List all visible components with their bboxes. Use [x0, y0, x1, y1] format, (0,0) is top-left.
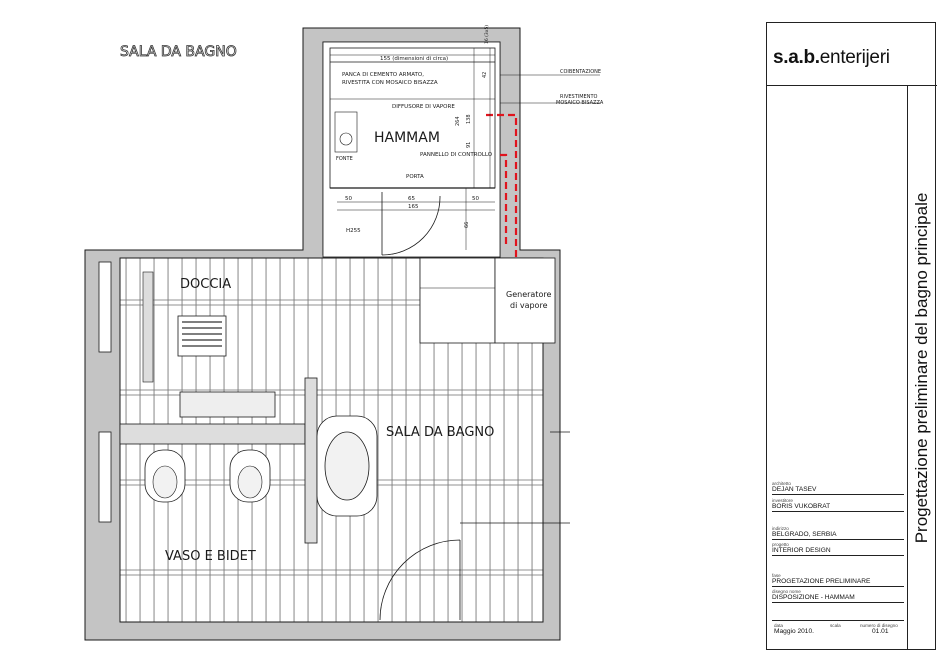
dim-50-right: 50 — [472, 196, 479, 202]
dim-50-left: 50 — [345, 196, 352, 202]
company-logo — [773, 47, 890, 69]
progetto-label: progetto — [772, 542, 789, 547]
porta-label: PORTA — [406, 174, 424, 180]
field-indirizzo — [772, 526, 904, 540]
dim-91: 91 — [466, 141, 472, 148]
generatore-label-2: di vapore — [510, 301, 548, 310]
doccia-label: DOCCIA — [180, 277, 232, 292]
investitore-label: investitore — [772, 498, 793, 503]
numero-label: numero di disegno — [860, 623, 898, 628]
generatore-label-1: Generatore — [506, 290, 552, 299]
data-cell — [774, 623, 814, 635]
dim-138: 138 — [466, 114, 472, 124]
dim-264: 264 — [455, 116, 461, 126]
field-investitore — [772, 498, 904, 512]
dim-top-right: 16 (3x5) — [485, 24, 490, 44]
drawing-main-title: Progettazione preliminare del bagno principale — [912, 192, 931, 544]
disegno-label: disegno nome — [772, 589, 801, 594]
indirizzo-label: indirizzo — [772, 526, 789, 531]
scala-cell — [830, 623, 841, 628]
outline-title: SALA DA BAGNO — [120, 44, 237, 60]
bagno-label: SALA DA BAGNO — [386, 425, 495, 440]
architetto-label: architetto — [772, 481, 791, 486]
vaso-bidet-label: VASO E BIDET — [165, 549, 256, 564]
fonte-label: FONTE — [336, 156, 353, 162]
data-label: data — [774, 623, 783, 628]
h255-label: H255 — [346, 228, 361, 234]
disegno-value: DISPOSIZIONE - HAMMAM — [772, 594, 904, 603]
field-progetto — [772, 542, 904, 556]
rivestimento-label-1: RIVESTIMENTO — [560, 94, 598, 100]
dim-165: 165 — [408, 204, 419, 210]
field-fase — [772, 573, 904, 587]
pannello-label: PANNELLO DI CONTROLLO — [420, 152, 493, 158]
panca-label-2: RIVESTITA CON MOSAICO BISAZZA — [342, 80, 438, 86]
field-disegno — [772, 589, 904, 603]
rivestimento-label-2: MOSAICO BISAZZA — [556, 100, 604, 106]
logo-bold: s.a.b. — [773, 47, 820, 68]
fase-label: fase — [772, 573, 781, 578]
dim-top-label: 155 (dimensioni di circa) — [380, 56, 449, 62]
numero-cell — [860, 623, 898, 635]
dim-66: 66 — [464, 221, 470, 228]
fase-value: PROGETAZIONE PRELIMINARE — [772, 578, 904, 587]
indirizzo-value: BELGRADO, SERBIA — [772, 531, 904, 540]
diffusore-label: DIFFUSORE DI VAPORE — [392, 104, 455, 110]
logo-thin: enterijeri — [819, 47, 890, 68]
data-value: Maggio 2010. — [774, 628, 814, 635]
field-architetto — [772, 481, 904, 495]
logo-divider — [767, 85, 937, 86]
dim-42: 42 — [482, 71, 488, 78]
investitore-value: BORIS VUKOBRAT — [772, 503, 904, 512]
field-bottom-row — [772, 620, 904, 635]
hammam-label: HAMMAM — [374, 130, 440, 146]
panca-label-1: PANCA DI CEMENTO ARMATO, — [342, 72, 424, 78]
architetto-value: DEJAN TASEV — [772, 486, 904, 495]
title-divider — [907, 85, 908, 650]
numero-value: 01.01 — [872, 628, 889, 635]
dim-65: 65 — [408, 196, 415, 202]
coibentazione-label: COIBENTAZIONE — [560, 69, 602, 75]
title-block — [766, 22, 936, 650]
progetto-value: INTERIOR DESIGN — [772, 547, 904, 556]
scala-label: scala — [830, 623, 841, 628]
